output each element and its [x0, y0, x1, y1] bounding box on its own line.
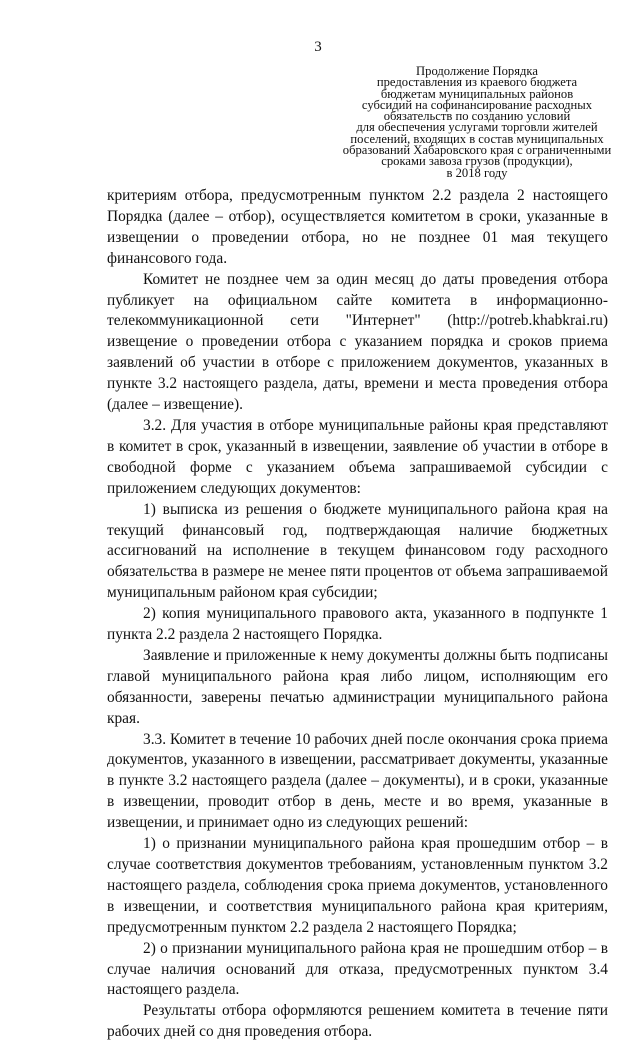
header-line: бюджетам муниципальных районов: [380, 86, 574, 101]
list-item: 2) копия муниципального правового акта, указанного в подпункте 1 пункта 2.2 раздела 2 настоящего Порядка.: [107, 605, 608, 644]
header-line: образований Хабаровского края с ограниченными: [342, 143, 612, 158]
list-item: 2) о признании муниципального района края не прошедшим отбор – в случае наличия оснований для отказа, предусмотренных пунктом 3.4 настоящего раздела.: [107, 939, 608, 999]
header-line: Продолжение Порядка: [416, 64, 538, 78]
header-line: в 2018 году: [446, 165, 508, 180]
header-line: обязательств по созданию условий: [383, 109, 571, 124]
paragraph: Комитет не позднее чем за один месяц до даты проведения отбора публикует на официальном сайте комитета в информационно-телекоммуникационной сети "Интернет" (http://potreb.khabkrai.ru) извещение о проведении отбора с указанием порядка и сроков приема заявлений об участии в отборе с приложением документов, указанных в пункте 3.2 настоящего раздела, даты, времени и места проведения отбора (далее – извещение).: [107, 270, 608, 414]
paragraph: критериям отбора, предусмотренным пунктом 2.2 раздела 2 настоящего Порядка (далее – отбор), осуществляется комитетом в сроки, указанные в извещении о проведении отбора, но не позднее 01 мая текущего финансового года.: [107, 187, 608, 267]
header-line: для обеспечения услугами торговли жителей: [356, 120, 598, 135]
list-item: 1) выписка из решения о бюджете муниципального района края на текущий финансовый год, подтверждающая наличие бюджетных ассигнований на исполнение в текущем финансовом году расходного обязательства в размере не менее пяти процентов от объема запрашиваемой муниципальным районом края субсидии;: [107, 500, 608, 602]
paragraph: 3.3. Комитет в течение 10 рабочих дней после окончания срока приема документов, указанного в извещении, рассматривает документы, указанные в пункте 3.2 настоящего раздела (далее – документы), и в сроки, указанные в извещении, проводит отбор в день, месте и во время, указанные в извещении, и принимает одно из следующих решений:: [107, 730, 608, 832]
page-number: 3: [314, 39, 322, 55]
header-line: субсидий на софинансирование расходных: [361, 97, 593, 112]
header-line: поселений, входящих в состав муниципальных: [350, 131, 604, 146]
document-header: [334, 66, 620, 179]
list-item: 1) о признании муниципального района края прошедшим отбор – в случае соответствия документов требованиям, установленным пунктом 3.2 настоящего раздела, соблюдения срока приема документов, установленного в извещении, и соответствия муниципального района края критериям, предусмотренным пунктом 2.2 раздела 2 настоящего Порядка;: [107, 835, 608, 936]
paragraph: Заявление и приложенные к нему документы должны быть подписаны главой муниципального района края либо лицом, исполняющим его обязанности, заверены печатью администрации муниципального района края.: [107, 646, 608, 727]
document-body: [107, 186, 608, 1043]
paragraph: Результаты отбора оформляются решением комитета в течение пяти рабочих дней со дня проведения отбора.: [107, 1002, 608, 1041]
paragraph: 3.2. Для участия в отборе муниципальные районы края представляют в комитет в срок, указанный в извещении, заявление об участии в отборе в свободной форме с указанием объема запрашиваемой субсидии с приложением следующих документов:: [107, 416, 608, 497]
header-line: сроками завоза грузов (продукции),: [381, 154, 573, 169]
header-line: предоставления из краевого бюджета: [376, 75, 578, 90]
